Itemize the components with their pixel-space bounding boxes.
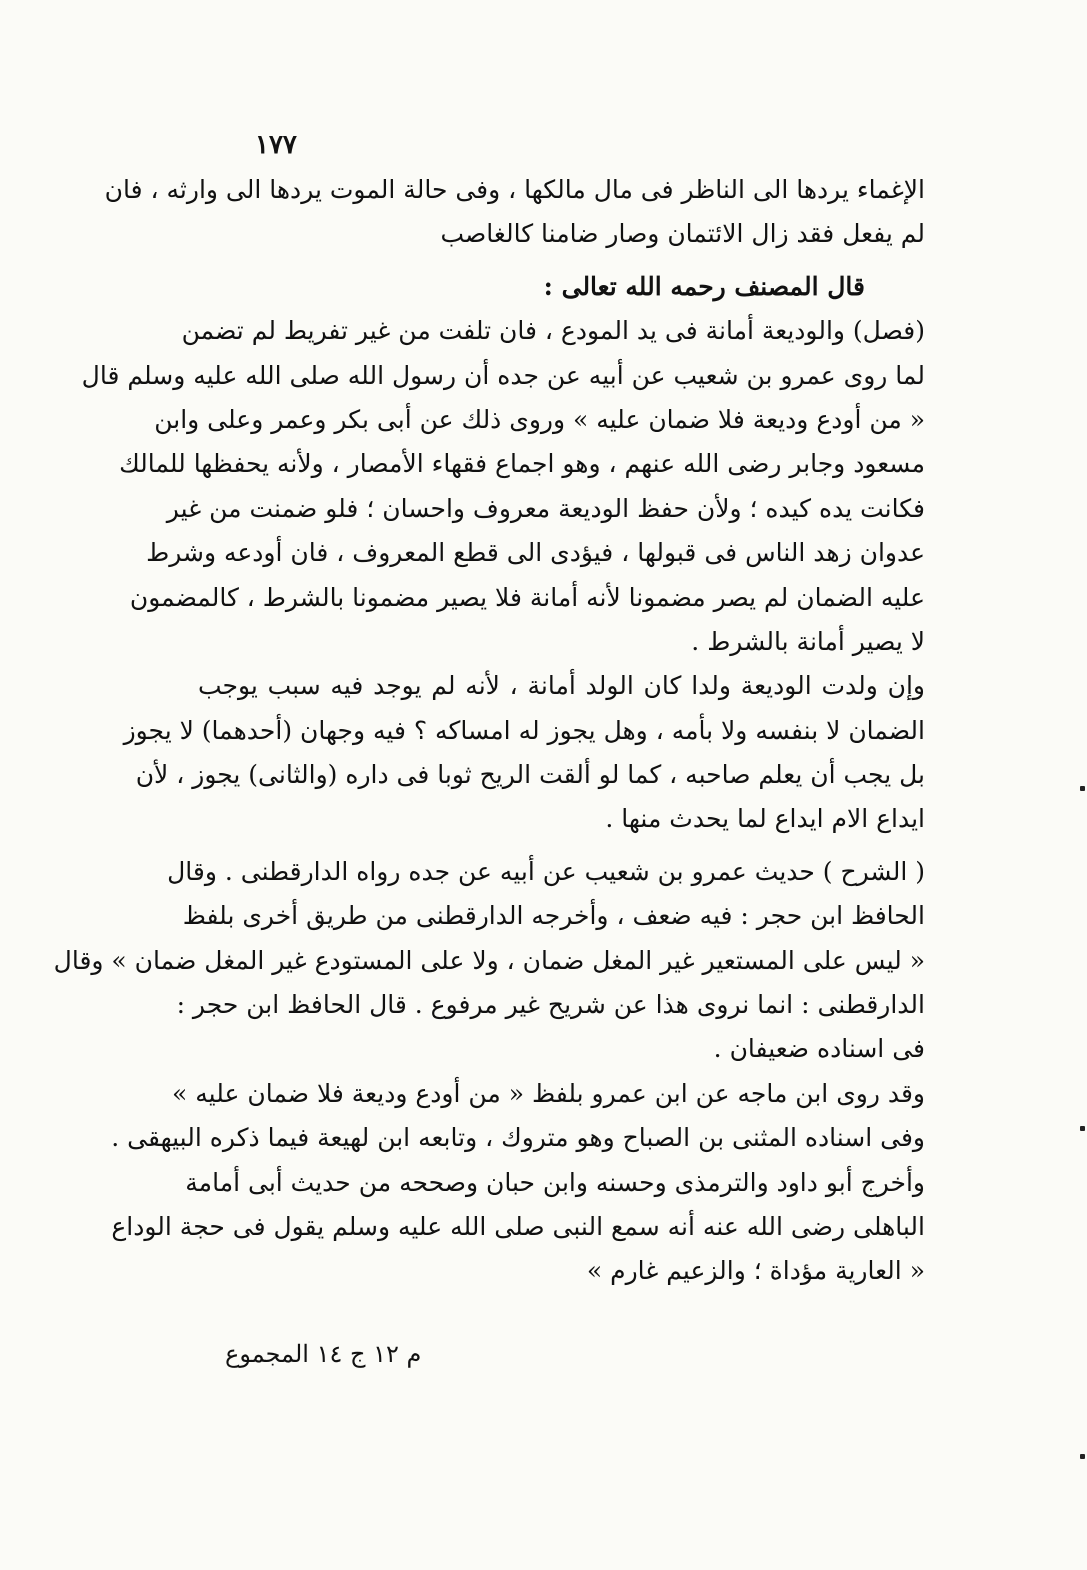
text-line: عدوان زهد الناس فى قبولها ، فيؤدى الى قطع المعروف ، فان أودعه وشرط bbox=[146, 538, 925, 568]
text-line: الباهلى رضى الله عنه أنه سمع النبى صلى الله عليه وسلم يقول فى حجة الوداع bbox=[111, 1211, 925, 1241]
text-line: « من أودع وديعة فلا ضمان عليه » وروى ذلك عن أبى بكر وعمر وعلى وابن bbox=[154, 404, 925, 434]
text-line: فى اسناده ضعيفان . bbox=[713, 1034, 925, 1064]
section-heading: قال المصنف رحمه الله تعالى : bbox=[543, 271, 865, 301]
text-line: وأخرج أبو داود والترمذى وحسنه وابن حبان وصححه من حديث أبى أمامة bbox=[185, 1167, 925, 1197]
body-text bbox=[53, 168, 925, 1294]
text-line: لم يفعل فقد زال الائتمان وصار ضامنا كالغاصب bbox=[440, 219, 925, 249]
text-line: وإن ولدت الوديعة ولدا كان الولد أمانة ، لأنه لم يوجد فيه سبب يوجب bbox=[198, 671, 925, 701]
text-line: الدارقطنى : انما نروى هذا عن شريح غير مرفوع . قال الحافظ ابن حجر : bbox=[176, 990, 925, 1020]
scan-speck bbox=[1080, 786, 1085, 791]
text-line: « ليس على المستعير غير المغل ضمان ، ولا على المستودع غير المغل ضمان » وقال bbox=[53, 945, 925, 975]
text-line: الإغماء يردها الى الناظر فى مال مالكها ، وفى حالة الموت يردها الى وارثه ، فان bbox=[104, 175, 925, 204]
text-line: مسعود وجابر رضى الله عنهم ، وهو اجماع فقهاء الأمصار ، ولأنه يحفظها للمالك bbox=[119, 449, 925, 479]
text-line: عليه الضمان لم يصر مضمونا لأنه أمانة فلا يصير مضمونا بالشرط ، كالمضمون bbox=[129, 582, 925, 612]
text-line: (فصل) والوديعة أمانة فى يد المودع ، فان تلفت من غير تفريط لم تضمن bbox=[181, 316, 925, 346]
scan-speck bbox=[1080, 1454, 1085, 1459]
text-line: لما روى عمرو بن شعيب عن أبيه عن جده أن رسول الله صلى الله عليه وسلم قال bbox=[81, 360, 925, 390]
text-line: فكانت يده كيده ؛ ولأن حفظ الوديعة معروف واحسان ؛ فلو ضمنت من غير bbox=[166, 493, 925, 523]
text-line: ( الشرح ) حديث عمرو بن شعيب عن أبيه عن جده رواه الدارقطنى . وقال bbox=[167, 856, 925, 886]
text-line: لا يصير أمانة بالشرط . bbox=[691, 626, 925, 656]
text-line: الحافظ ابن حجر : فيه ضعف ، وأخرجه الدارقطنى من طريق أخرى بلفظ bbox=[182, 901, 925, 931]
page-number: ١٧٧ bbox=[255, 130, 297, 160]
signature-mark: م ١٢ ج ١٤ المجموع bbox=[225, 1340, 422, 1368]
text-line: الضمان لا بنفسه ولا بأمه ، وهل يجوز له امساكه ؟ فيه وجهان (أحدهما) لا يجوز bbox=[123, 715, 925, 745]
text-line: وقد روى ابن ماجه عن ابن عمرو بلفظ « من أودع وديعة فلا ضمان عليه » bbox=[172, 1078, 925, 1108]
text-line: « العارية مؤداة ؛ والزعيم غارم » bbox=[586, 1256, 925, 1286]
text-line: وفى اسناده المثنى بن الصباح وهو متروك ، وتابعه ابن لهيعة فيما ذكره البيهقى . bbox=[111, 1123, 925, 1153]
scan-speck bbox=[1080, 1126, 1085, 1131]
text-line: ايداع الام ايداع لما يحدث منها . bbox=[605, 804, 925, 834]
text-line: بل يجب أن يعلم صاحبه ، كما لو ألقت الريح ثوبا فى داره (والثانى) يجوز ، لأن bbox=[135, 760, 925, 790]
